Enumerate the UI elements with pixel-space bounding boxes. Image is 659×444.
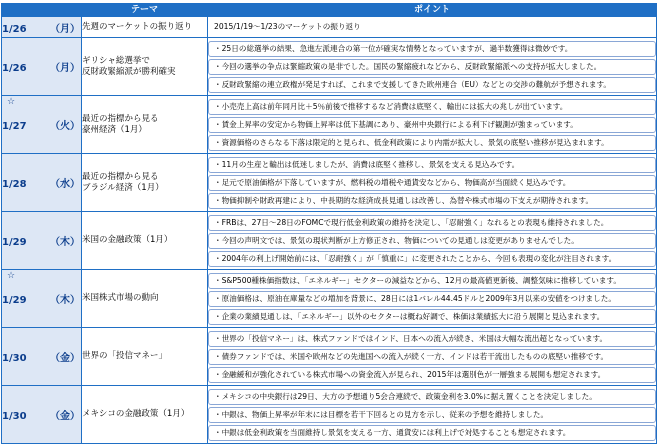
theme-line: ブラジル経済（1月） bbox=[82, 182, 164, 193]
date-column-header bbox=[2, 4, 82, 17]
point-item: ・小売売上高は前年同月比＋5％前後で推移するなど消費は底堅く、輸出には拡大の兆しが出ています。 bbox=[208, 99, 656, 115]
table-row bbox=[2, 386, 657, 444]
points-column-header: ポイント bbox=[208, 4, 657, 17]
weekday-text: （月） bbox=[50, 63, 80, 74]
points-cell bbox=[208, 38, 657, 96]
weekday-text: （月） bbox=[50, 23, 80, 35]
point-item: ・メキシコの中央銀行は29日、大方の予想通り5会合連続で、政策金利を3.0%に据え置くことを決定しました。 bbox=[208, 389, 656, 405]
date-cell bbox=[2, 212, 82, 270]
theme-column-header: テーマ bbox=[82, 4, 208, 17]
date-cell bbox=[2, 154, 82, 212]
table-row bbox=[2, 17, 657, 38]
theme-line: 米国の金融政策（1月） bbox=[82, 235, 173, 245]
table-row bbox=[2, 154, 657, 212]
date-text: 1/29 bbox=[2, 295, 27, 306]
header-row bbox=[2, 4, 657, 17]
theme-cell bbox=[82, 270, 208, 328]
date-cell bbox=[2, 96, 82, 154]
theme-cell bbox=[82, 96, 208, 154]
points-cell bbox=[208, 212, 657, 270]
date-text: 1/28 bbox=[2, 179, 27, 190]
point-item: ・S&P500種株価指数は、「エネルギー」セクターの減益などから、12月の最高値更新後、調整気味に推移しています。 bbox=[208, 273, 656, 289]
star-icon: ☆ bbox=[7, 97, 16, 107]
point-item: ・原油価格は、原油在庫量などの増加を背景に、28日には1バレル44.45ドルと2009年3月以来の安値をつけました。 bbox=[208, 291, 656, 307]
point-item: ・FRBは、27日～28日のFOMCで現行低金利政策の維持を決定し、「忍耐強く」なれるとの表現も維持されました。 bbox=[208, 215, 656, 231]
points-cell bbox=[208, 154, 657, 212]
star-icon: ☆ bbox=[7, 271, 16, 281]
theme-line: 反財政緊縮派が勝利確実 bbox=[82, 66, 176, 77]
date-text: 1/30 bbox=[2, 353, 27, 364]
points-cell bbox=[208, 386, 657, 444]
theme-cell bbox=[82, 38, 208, 96]
date-cell bbox=[2, 17, 82, 38]
point-item: ・債券ファンドでは、米国や欧州などの先進国への流入が続く一方、インドは若干流出したものの底堅い推移です。 bbox=[208, 349, 656, 365]
date-cell bbox=[2, 38, 82, 96]
weekday-text: （火） bbox=[50, 121, 80, 132]
theme-line: 豪州経済（1月） bbox=[82, 124, 147, 135]
market-report-table bbox=[1, 3, 657, 444]
theme-cell bbox=[82, 17, 208, 38]
points-cell bbox=[208, 328, 657, 386]
weekday-text: （金） bbox=[50, 353, 80, 364]
point-item: ・足元で原油価格が下落していますが、燃料税の増税や通貨安などから、物価高が当面続く見込みです。 bbox=[208, 175, 656, 191]
weekday-text: （木） bbox=[50, 295, 80, 306]
point-item: ・企業の業績見通しは、「エネルギー」以外のセクターは概ね好調で、株価は業績拡大に沿う展開と見込まれます。 bbox=[208, 309, 656, 325]
points-cell bbox=[208, 270, 657, 328]
theme-cell bbox=[82, 328, 208, 386]
points-cell bbox=[208, 17, 657, 38]
date-text: 1/29 bbox=[2, 237, 27, 248]
date-text: 1/26 bbox=[2, 23, 27, 35]
point-item: ・25日の総選挙の結果、急進左派連合の第一位が確実な情勢となっていますが、過半数獲得は微妙です。 bbox=[208, 41, 656, 57]
weekday-text: （水） bbox=[50, 179, 80, 190]
table-row bbox=[2, 328, 657, 386]
table-row bbox=[2, 270, 657, 328]
theme-line: 最近の指標から見る bbox=[82, 113, 159, 124]
theme-line: メキシコの金融政策（1月） bbox=[82, 409, 190, 419]
point-item: ・2004年の利上げ開始前には、「忍耐強く」が「慎重に」に変更されたことから、今回も表現の変化が注目されます。 bbox=[208, 251, 656, 267]
table-row bbox=[2, 212, 657, 270]
point-item: ・中銀は低金利政策を当面維持し景気を支える一方、通貨安には利上げで対処することも想定されます。 bbox=[208, 425, 656, 441]
point-item: ・賃金上昇率の安定から物価上昇率は低下基調にあり、豪州中央銀行による利下げ観測が強まっています。 bbox=[208, 117, 656, 133]
point-item: ・中銀は、物価上昇率が年末には目標を若干下回るとの見方を示し、従来の予想を維持しました。 bbox=[208, 407, 656, 423]
theme-line: 世界の「投信マネー」 bbox=[82, 351, 168, 361]
theme-line: 最近の指標から見る bbox=[82, 171, 159, 182]
theme-line: 米国株式市場の動向 bbox=[82, 293, 159, 303]
point-item: 2015/1/19～1/23のマーケットの振り返り bbox=[208, 19, 656, 35]
table-row bbox=[2, 38, 657, 96]
point-item: ・世界の「投信マネー」は、株式ファンドではインド、日本への流入が続き、米国は大幅な流出超となっています。 bbox=[208, 331, 656, 347]
date-cell bbox=[2, 386, 82, 444]
date-text: 1/27 bbox=[2, 121, 27, 132]
date-text: 1/30 bbox=[2, 411, 27, 422]
weekday-text: （金） bbox=[50, 411, 80, 422]
theme-cell bbox=[82, 386, 208, 444]
point-item: ・反財政緊縮の連立政権が発足すれば、これまで支援してきた欧州連合（EU）などとの交渉の難航が予想されます。 bbox=[208, 77, 656, 93]
theme-cell bbox=[82, 212, 208, 270]
point-item: ・資源価格のさらなる下落は限定的と見られ、低金利政策により内需が拡大し、景気の底堅い推移が見込まれます。 bbox=[208, 135, 656, 151]
point-item: ・物価抑制や財政再建により、中長期的な経済成長見通しは改善し、為替や株式市場の下支えが期待されます。 bbox=[208, 193, 656, 209]
theme-line: ギリシャ総選挙で bbox=[82, 55, 150, 66]
table-row bbox=[2, 96, 657, 154]
theme-cell bbox=[82, 154, 208, 212]
date-cell bbox=[2, 270, 82, 328]
point-item: ・今回の選挙の争点は緊縮政策の是非でした。国民の緊縮疲れなどから、反財政緊縮派への支持が拡大しました。 bbox=[208, 59, 656, 75]
points-cell bbox=[208, 96, 657, 154]
point-item: ・今回の声明文では、景気の現状判断が上方修正され、物価についての見通しは変更がありませんでした。 bbox=[208, 233, 656, 249]
point-item: ・金融緩和が強化されている株式市場への資金流入が見られ、2015年は選別色が一層強まる展開も想定されます。 bbox=[208, 367, 656, 383]
date-cell bbox=[2, 328, 82, 386]
date-text: 1/26 bbox=[2, 63, 27, 74]
weekday-text: （木） bbox=[50, 237, 80, 248]
theme-line: 先週のマーケットの振り返り bbox=[82, 21, 193, 32]
point-item: ・11月の生産と輸出は低迷しましたが、消費は底堅く推移し、景気を支える見込みです。 bbox=[208, 157, 656, 173]
